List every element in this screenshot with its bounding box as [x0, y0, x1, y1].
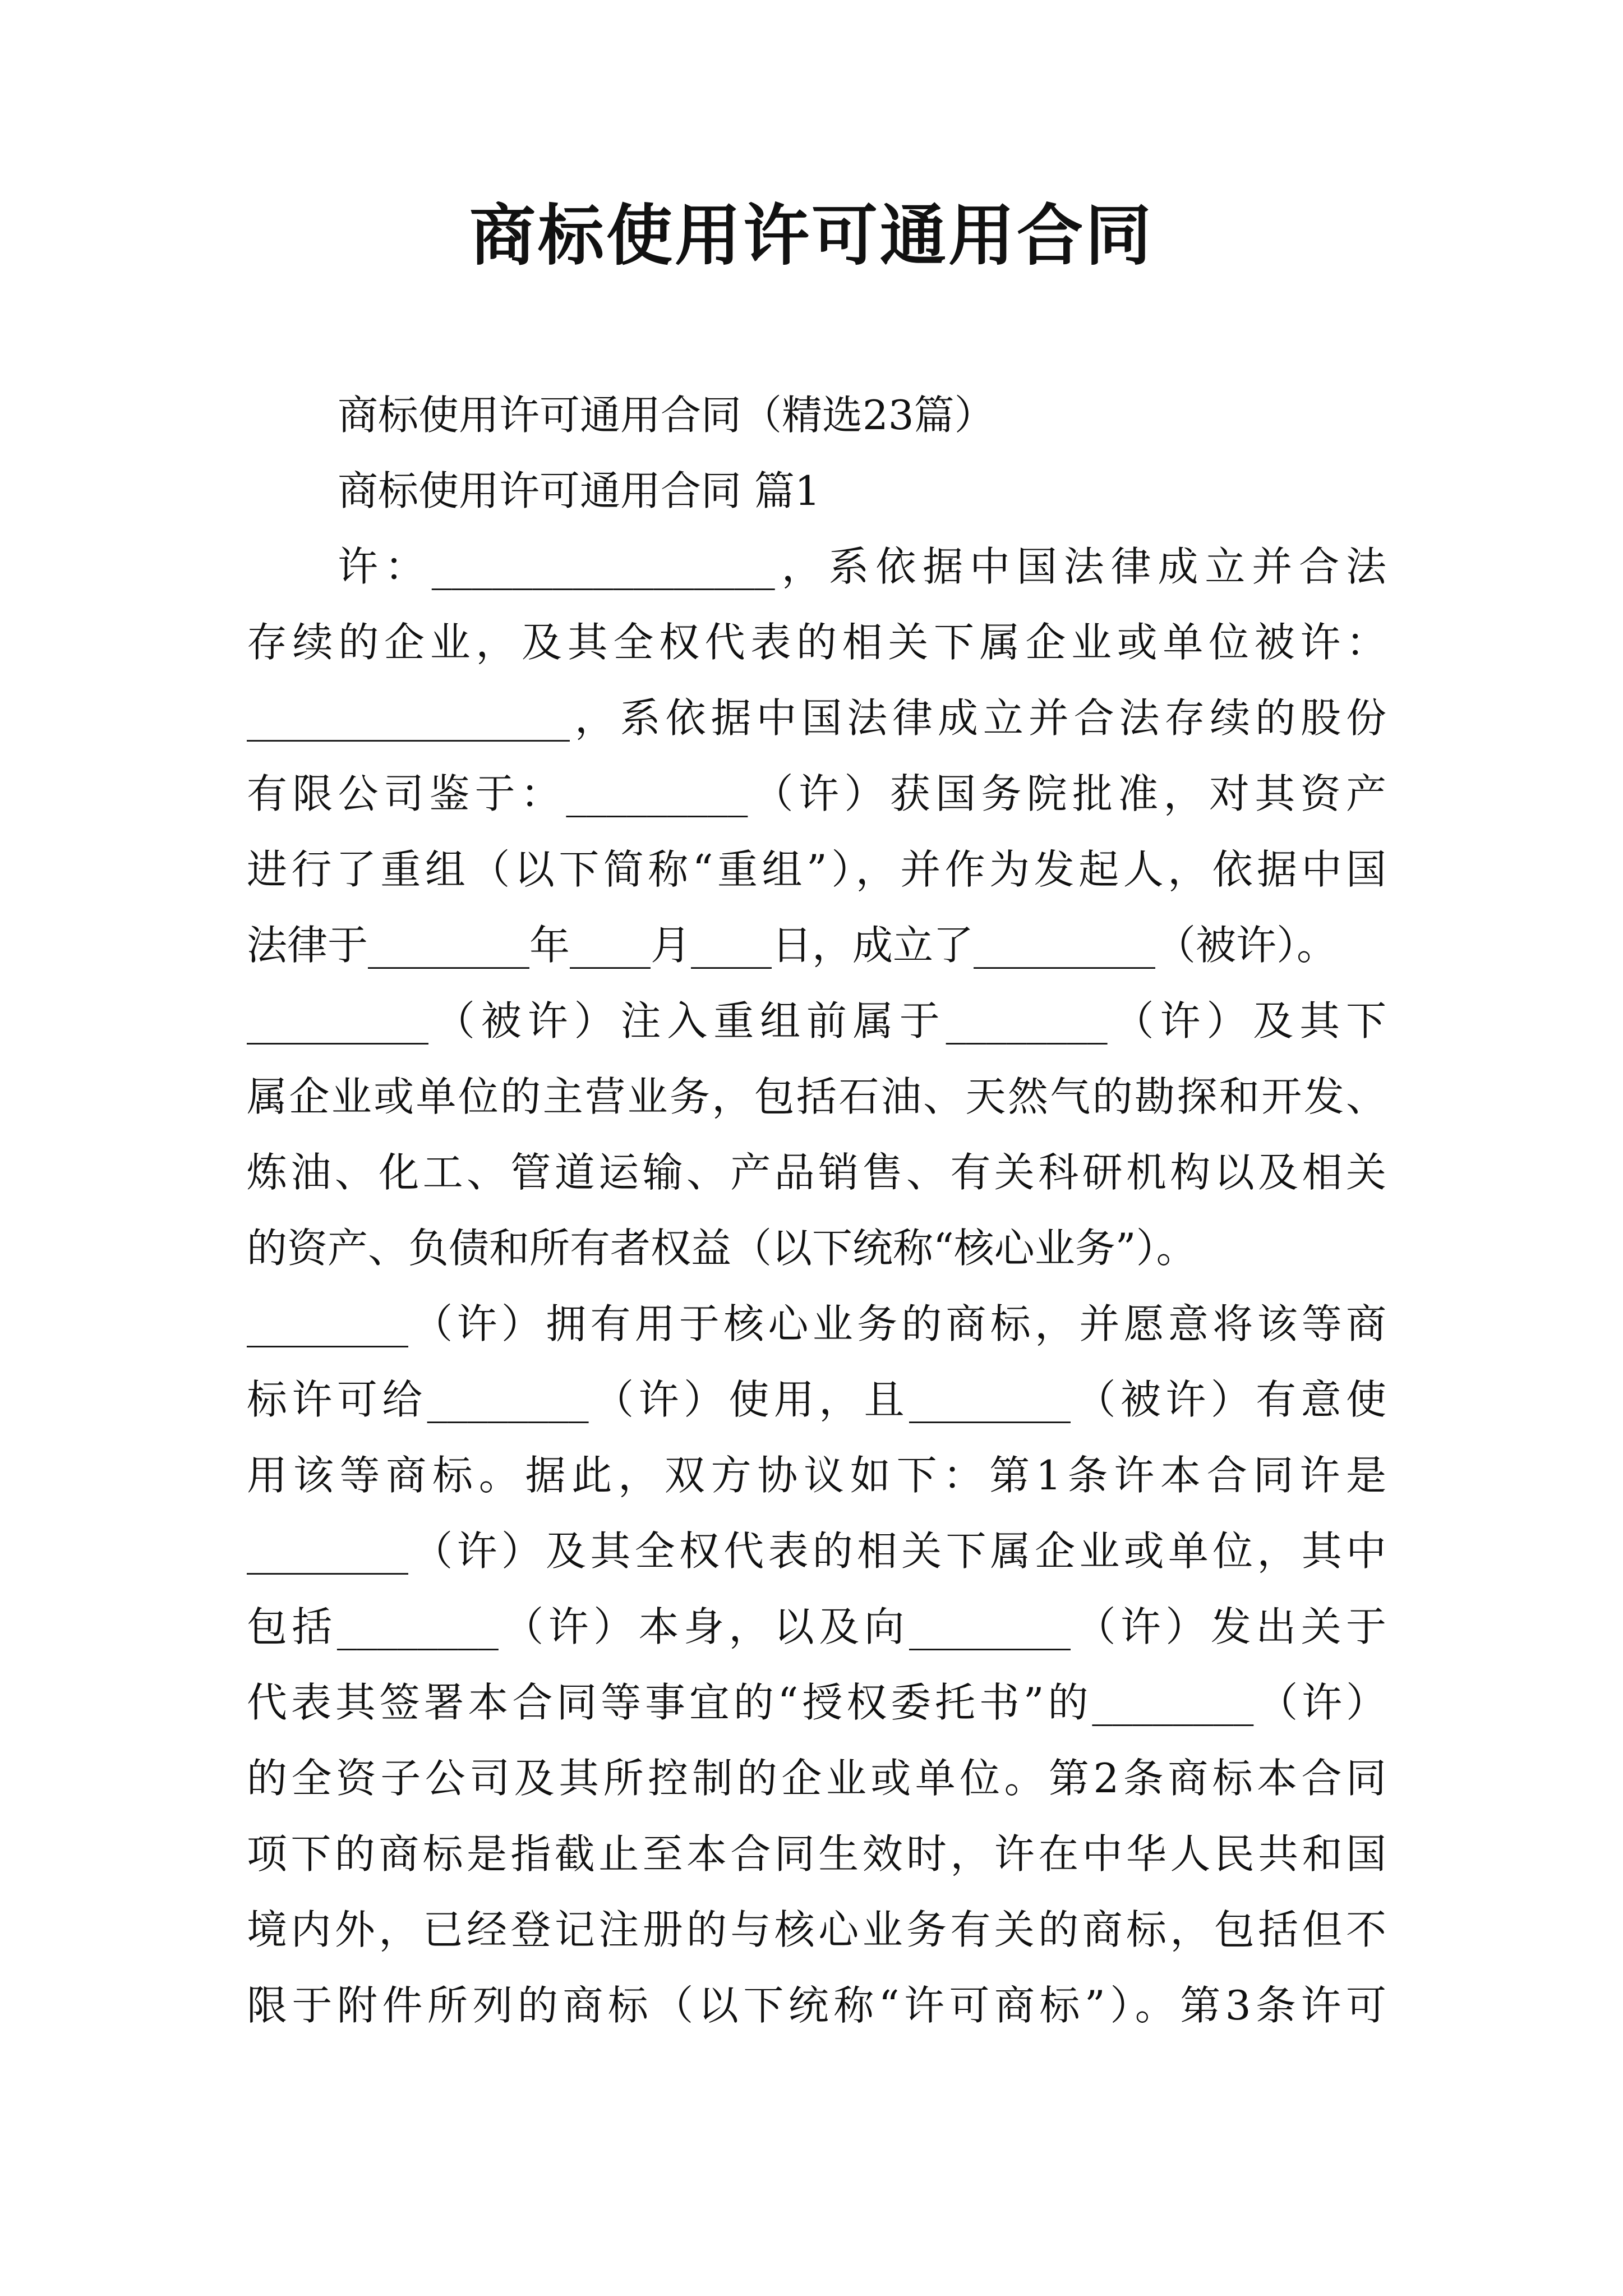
document-title: 商标使用许可通用合同	[469, 196, 1154, 274]
body-line: 用该等商标。据此，双方协议如下：第1条许本合同许是	[247, 1452, 1386, 1499]
body-line: ________（许）及其全权代表的相关下属企业或单位，其中	[247, 1527, 1386, 1575]
body-line: ________（许）拥有用于核心业务的商标，并愿意将该等商	[247, 1300, 1386, 1347]
body-line: ________________，系依据中国法律成立并合法存续的股份	[247, 694, 1386, 742]
body-line: 代表其签署本合同等事宜的“授权委托书”的________（许）	[247, 1679, 1386, 1726]
body-line: 法律于________年____月____日，成立了_________（被许）。	[247, 922, 1338, 969]
body-line: 的全资子公司及其所控制的企业或单位。第2条商标本合同	[247, 1755, 1386, 1802]
body-line: 的资产、负债和所有者权益（以下统称“核心业务”）。	[247, 1225, 1197, 1272]
body-line: 限于附件所列的商标（以下统称“许可商标”）。第3条许可	[247, 1982, 1386, 2029]
body-line: 境内外，已经登记注册的与核心业务有关的商标，包括但不	[247, 1906, 1386, 1953]
section-heading: 商标使用许可通用合同 篇1	[338, 467, 820, 514]
body-line: 炼油、化工、管道运输、产品销售、有关科研机构以及相关	[247, 1149, 1386, 1196]
body-line: 包括________（许）本身，以及向________（许）发出关于	[247, 1603, 1386, 1650]
body-line: 属企业或单位的主营业务，包括石油、天然气的勘探和开发、	[247, 1073, 1386, 1120]
body-line: 进行了重组（以下简称“重组”），并作为发起人，依据中国	[247, 846, 1386, 893]
body-line: 存续的企业，及其全权代表的相关下属企业或单位被许：	[247, 619, 1386, 666]
body-line: 项下的商标是指截止至本合同生效时，许在中华人民共和国	[247, 1830, 1386, 1878]
body-line: _________（被许）注入重组前属于________（许）及其下	[247, 997, 1386, 1045]
document-subtitle: 商标使用许可通用合同（精选23篇）	[338, 392, 995, 439]
body-line: 许：_________________，系依据中国法律成立并合法	[338, 543, 1386, 590]
body-line: 标许可给________（许）使用，且________（被许）有意使	[247, 1376, 1386, 1423]
body-line: 有限公司鉴于：_________（许）获国务院批准，对其资产	[247, 770, 1386, 817]
